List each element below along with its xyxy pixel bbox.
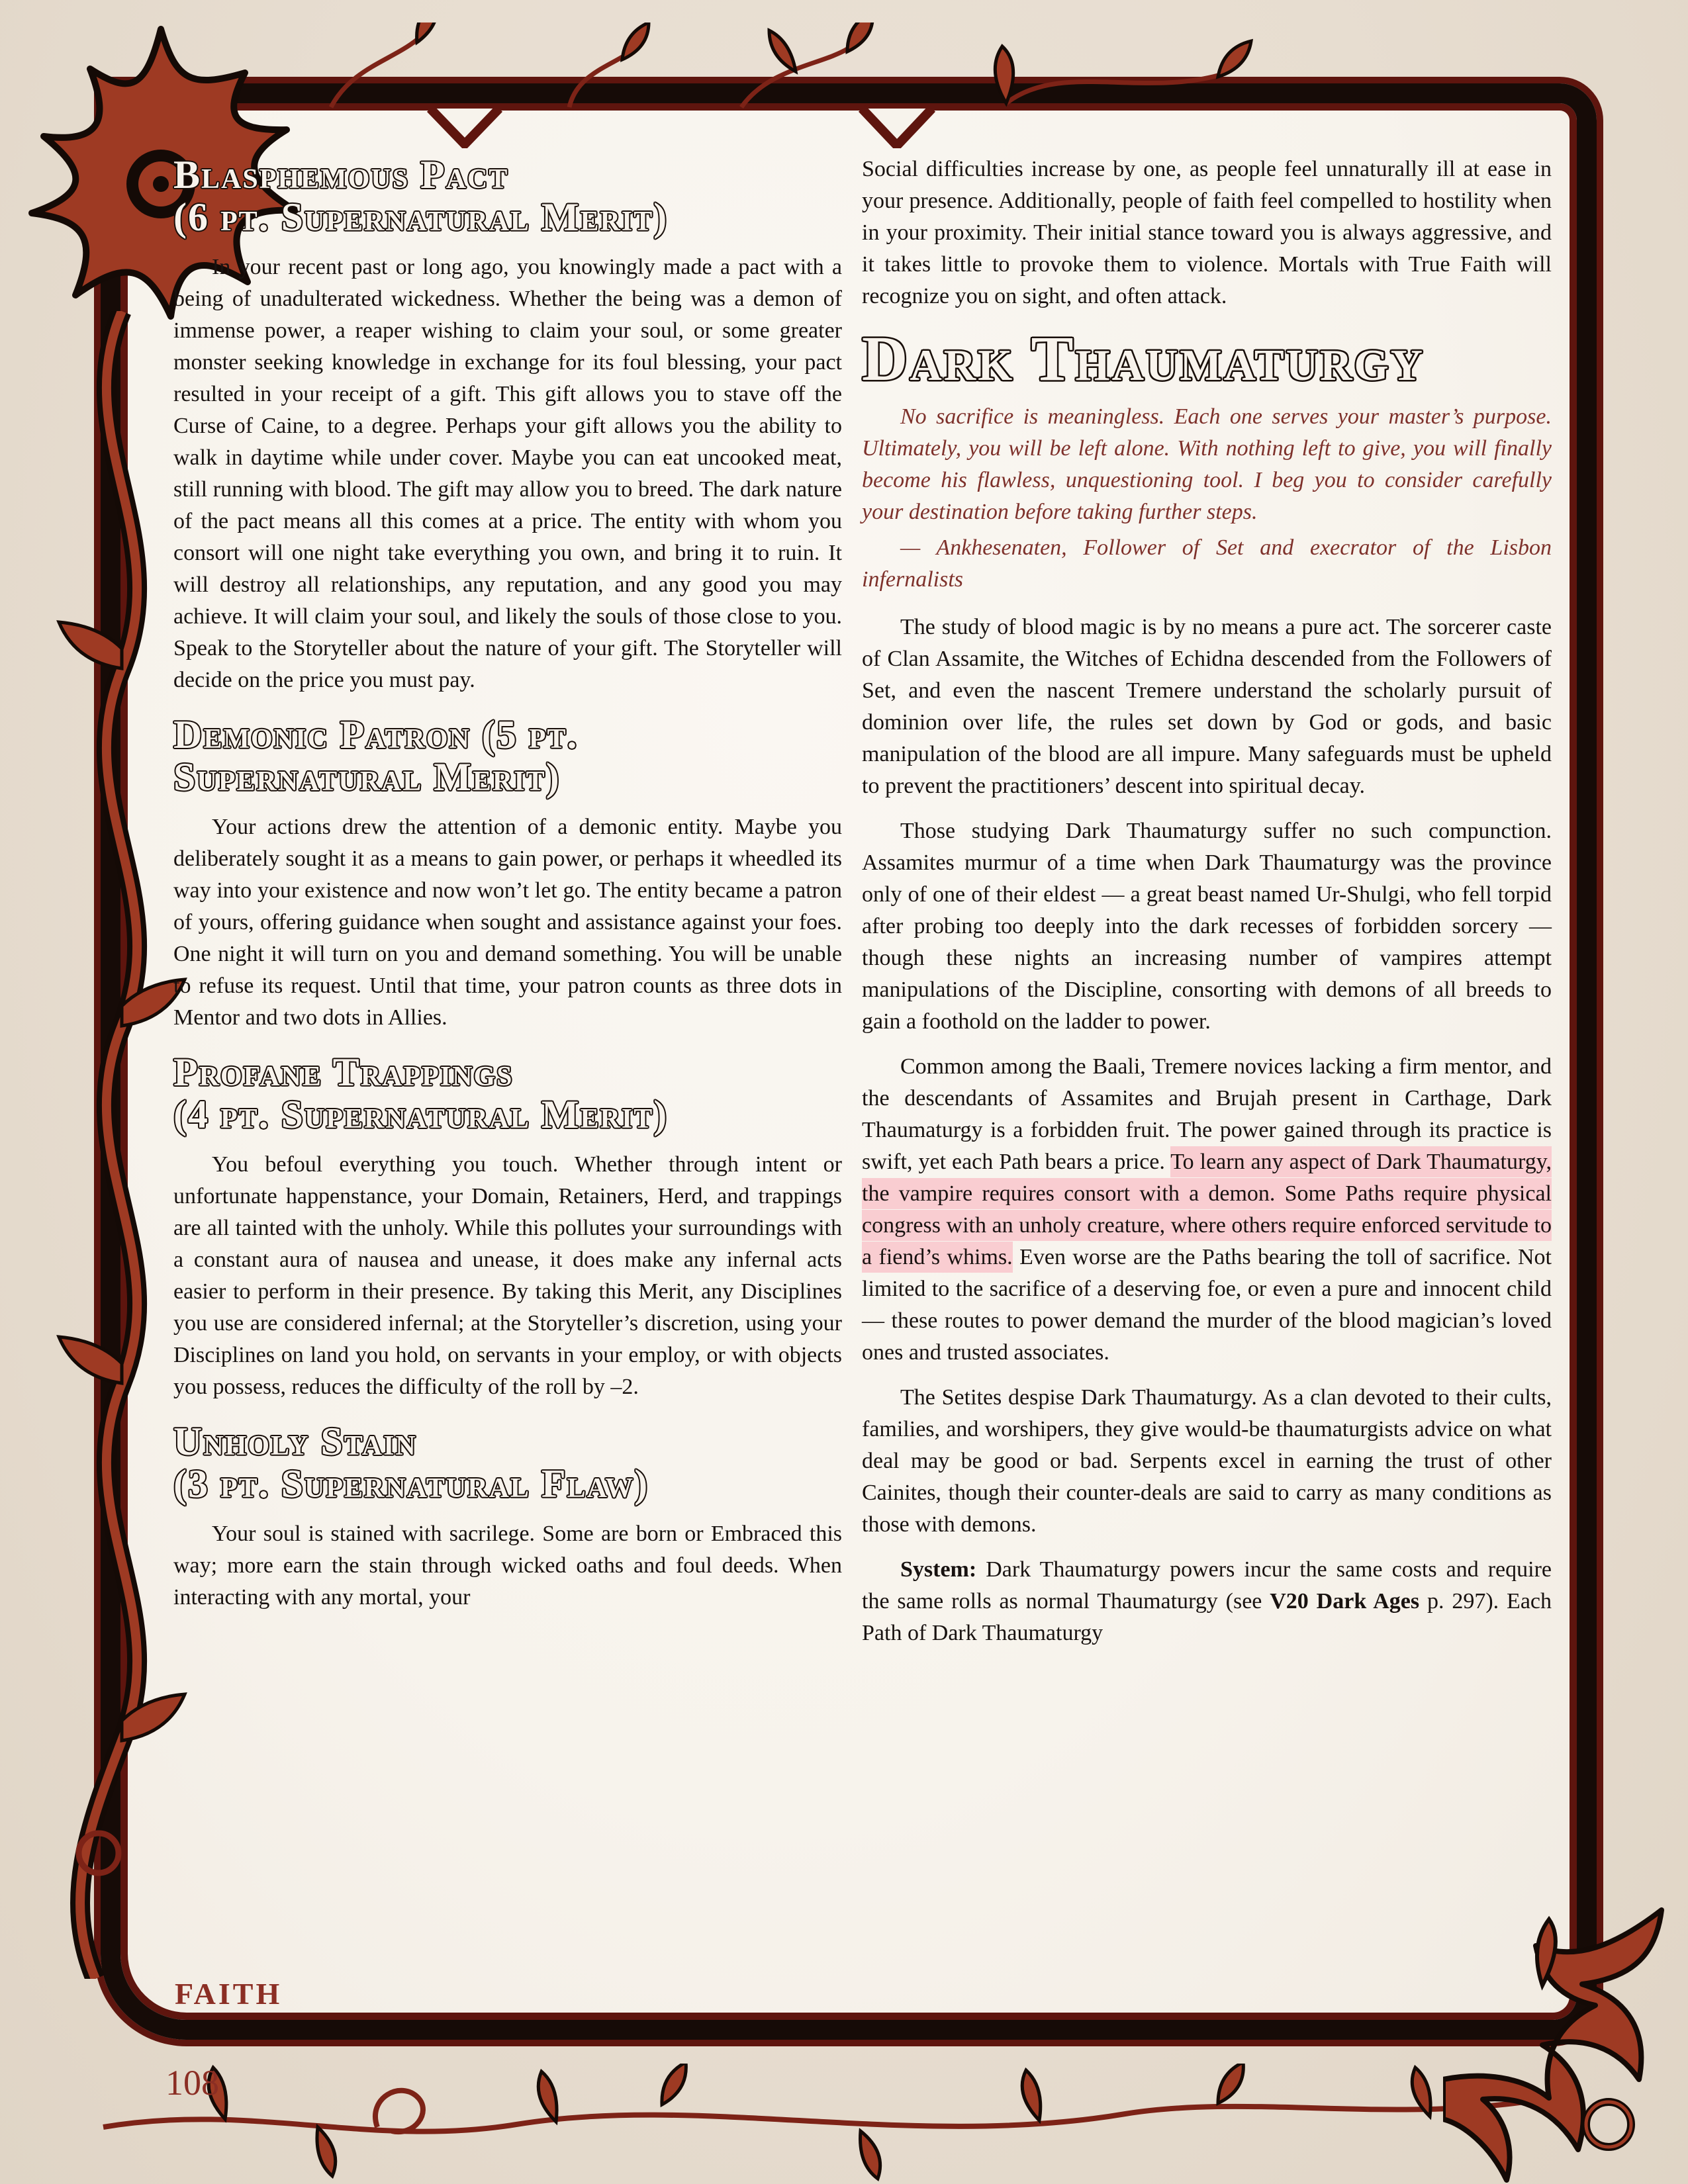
thorn-flourish-corner-decoration	[1443, 1906, 1688, 2184]
right-column	[862, 154, 1552, 1662]
heading-line: (4 pt. Supernatural Merit)	[173, 1093, 669, 1136]
chapter-title-dark-thaumaturgy: Dark Thaumaturgy	[862, 323, 1425, 394]
section-heading-profane-trappings	[173, 1051, 842, 1136]
section-heading-demonic-patron	[173, 713, 842, 798]
section-heading-unholy-stain	[173, 1420, 842, 1505]
paragraph: Your actions drew the attention of a demonic entity. Maybe you deliberately sought it as a means to gain power, or perhaps it wheedled its way into your existence and now won’t let go. The entity became a patron of yours, offering guidance when sought and assistance against your foes. One night it will turn on you and demand something. You will be unable to refuse its request. Until that time, your patron counts as three dots in Mentor and two dots in Allies.	[173, 815, 842, 1030]
heading-line: Supernatural Merit)	[173, 755, 561, 799]
heading-line: Demonic Patron (5 pt.	[173, 713, 579, 756]
paragraph-with-highlight	[862, 1051, 1552, 1369]
system-paragraph	[862, 1554, 1552, 1649]
heading-line: Unholy Stain	[173, 1420, 417, 1463]
paragraph: Your soul is stained with sacrilege. Some are born or Embraced this way; more earn the stain through wicked oaths and foul deeds. When interacting with any mortal, your	[173, 1522, 842, 1610]
heading-line: Blasphemous Pact	[173, 153, 509, 197]
footer-section-label: FAITH	[175, 1977, 283, 2011]
paragraph: In your recent past or long ago, you knowingly made a pact with a being of unadulterated wickedness. Whether the being was a demon of immense power, a reaper wishing to claim your soul, or some greater monster seeking knowledge in exchange for its foul blessing, your pact resulted in your receipt of a gift. This gift allows you to stave off the Curse of Caine, to a degree. Perhaps your gift allows you the ability to walk in daytime while under cover. Maybe you can eat uncooked meat, still running with blood. The gift may allow you to breed. The dark nature of the pact means all this comes at a price. The entity with whom you consort will one night take everything you own, and bring it to ruin. It will destroy all relationships, any reputation, and any good you may achieve. It will claim your soul, and likely the souls of those close to you. Speak to the Storyteller about the nature of your gift. The Storyteller will decide on the price you must pay.	[173, 255, 842, 692]
paragraph: The Setites despise Dark Thaumaturgy. As a clan devoted to their cults, families, and worshipers, they give would-be thaumaturgists advice on what deal may be good or bad. Serpents excel in earning the trust of other Cainites, though their counter-deals are said to carry as many conditions as those with demons.	[862, 1385, 1552, 1537]
thorn-sprigs-top-decoration	[291, 23, 1350, 148]
text-segment: Even worse are the Paths bearing the toll of sacrifice. Not limited to the sacrifice of a deserving foe, or even a pure and innocent child — these routes to power demand the murder of the blood magician’s loved ones and trusted associates.	[862, 1245, 1552, 1365]
section-heading-blasphemous-pact	[173, 154, 842, 238]
heading-line: Profane Trappings	[173, 1050, 514, 1094]
highlighted-text: To learn any aspect of Dark Thaumaturgy, the vampire requires consort with a demon. Some Paths require physical congress with an unholy creature, where others require enforced servitude to a fiend’s whims.	[862, 1146, 1552, 1273]
paragraph: The study of blood magic is by no means a pure act. The sorcerer caste of Clan Assamite, the Witches of Echidna descended from the Followers of Set, and even the nascent Tremere understand the scholarly pursuit of dominion over life, the rules set down by God or gods, and basic manipulation of the blood are all impure. Many safeguards must be upheld to prevent the practitioners’ descent into spiritual decay.	[862, 615, 1552, 798]
thorn-vine-bottom-decoration	[93, 2064, 1575, 2184]
epigraph-quote: No sacrifice is meaningless. Each one serves your master’s purpose. Ultimately, you will be left alone. With nothing left to give, you will finally become his flawless, unquestioning tool. I beg you to consider carefully your destination before taking further steps.	[862, 404, 1552, 524]
text-segment: Common among the Baali, Tremere novices lacking a firm mentor, and the descendants of Assamites and Brujah present in Carthage, Dark Thaumaturgy is a forbidden fruit. The power gained through its practice is swift, yet each Path bears a price.	[862, 1054, 1552, 1174]
paragraph: You befoul everything you touch. Whether through intent or unfortunate happenstance, your Domain, Retainers, Herd, and trappings are all tainted with the unholy. While this pollutes your surroundings with a constant aura of nausea and unease, it does make any infernal acts easier to perform in their presence. By taking this Merit, any Disciplines you use are considered infernal; at the Storyteller’s discretion, using your Disciplines on land you hold, on servants in your employ, or with objects you possess, reduces the difficulty of the roll by –2.	[173, 1152, 842, 1399]
heading-line: (3 pt. Supernatural Flaw)	[173, 1462, 649, 1506]
paragraph: Those studying Dark Thaumaturgy suffer no such compunction. Assamites murmur of a time when Dark Thaumaturgy was the province only of one of their eldest — a great beast named Ur-Shulgi, who fell torpid after probing too deeply into the dark recesses of forbidden sorcery — though these nights an increasing number of vampires attempt manipulations of the Discipline, consorting with demons of all breeds to gain a foothold on the ladder to power.	[862, 819, 1552, 1034]
system-label: System:	[900, 1557, 977, 1582]
book-reference: V20 Dark Ages	[1270, 1589, 1420, 1614]
text-segment: p. 297). Each Path of Dark Thaumaturgy	[862, 1589, 1552, 1645]
heading-line: (6 pt. Supernatural Merit)	[173, 195, 669, 239]
text-segment: Dark Thaumaturgy powers incur the same costs and require the same rolls as normal Thaumaturgy (see	[862, 1557, 1552, 1614]
page-number: 108	[165, 2063, 219, 2103]
epigraph-attribution: — Ankhesenaten, Follower of Set and execrator of the Lisbon infernalists	[862, 535, 1552, 592]
left-column	[173, 154, 842, 1627]
paragraph-continuation: Social difficulties increase by one, as people feel unnaturally ill at ease in your presence. Additionally, people of faith feel compelled to hostility when in your proximity. Their initial stance toward you is always aggressive, and it takes little to provoke them to violence. Mortals with True Faith will recognize you on sight, and often attack.	[862, 157, 1552, 308]
